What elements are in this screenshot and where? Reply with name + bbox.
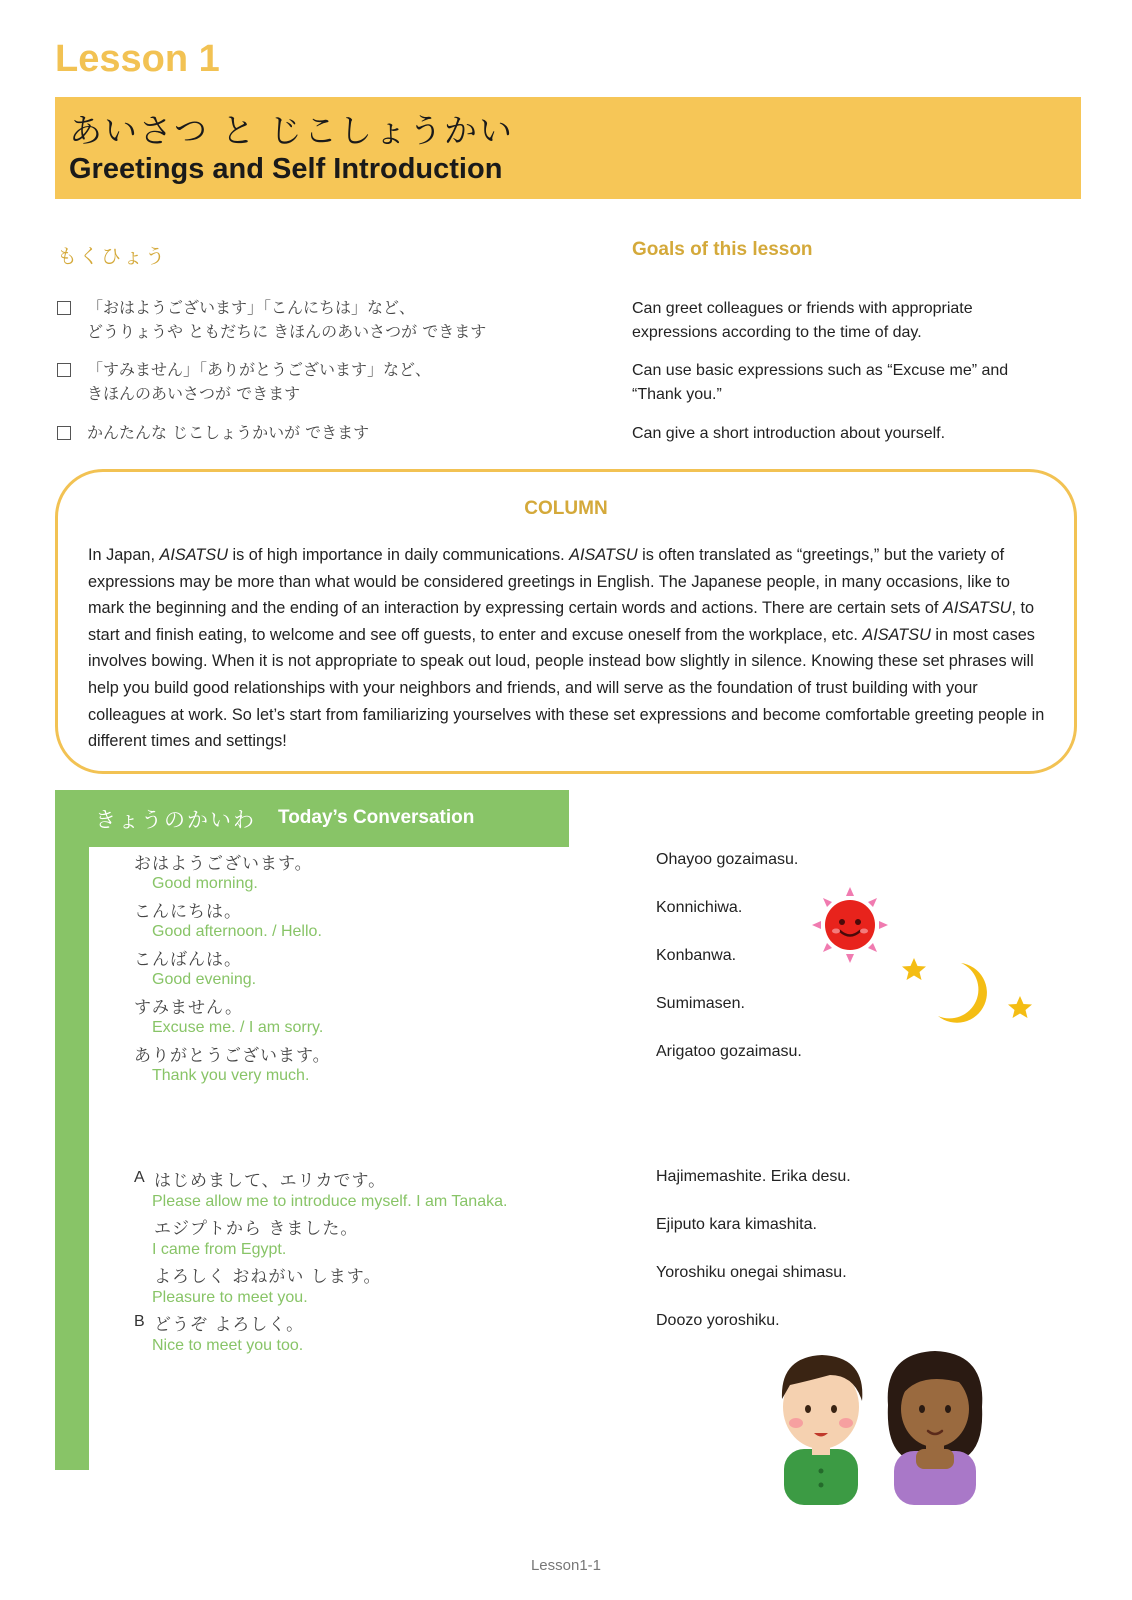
man-illustration bbox=[770, 1345, 880, 1505]
dialogue-romaji: Yoroshiku onegai shimasu. bbox=[656, 1264, 847, 1281]
lesson-label: Lesson 1 bbox=[55, 38, 220, 80]
column-box bbox=[55, 469, 1077, 774]
column-term: AISATSU bbox=[942, 599, 1012, 618]
conversation-heading-english: Today’s Conversation bbox=[278, 807, 475, 828]
checkbox-icon[interactable] bbox=[57, 301, 71, 315]
woman-illustration bbox=[880, 1345, 990, 1505]
column-text: is often translated as “greetings,” but the variety of expressions may be more than what would be considered greetings in English. The Japanese people, in many occasions, like to mark the beginning and the ending of an interaction by expressing certain words and actions. There are certain sets of bbox=[88, 546, 1010, 618]
sun-icon bbox=[810, 885, 890, 965]
column-text: in most cases involves bowing. When it is not appropriate to speak out loud, people instead bow slightly in silence. Knowing these set phrases will help you build good relationships with your neighbors and friends, and will serve as the foundation of trust building with your colleagues at work. So let’s start from familiarizing yourselves with these set expressions and become comfortable greeting people in different times and settings! bbox=[88, 625, 1045, 751]
goal-jp-line: 「すみません」「ありがとうございます」など、 bbox=[87, 360, 432, 379]
goal-jp-line: かんたんな じこしょうかいが できます bbox=[87, 423, 370, 442]
goal-item-english bbox=[632, 359, 1072, 407]
title-japanese: あいさつ と じこしょうかい bbox=[69, 111, 514, 150]
column-heading: COLUMN bbox=[524, 498, 608, 519]
goals-heading-english: Goals of this lesson bbox=[632, 239, 813, 260]
greeting-japanese: こんにちは。 bbox=[134, 902, 242, 922]
conversation-heading-japanese: きょうのかいわ bbox=[95, 808, 256, 832]
checkbox-icon[interactable] bbox=[57, 363, 71, 377]
checkbox-icon[interactable] bbox=[57, 426, 71, 440]
greeting-japanese: すみません。 bbox=[134, 998, 244, 1018]
page-footer: Lesson1-1 bbox=[530, 1557, 602, 1574]
goal-en-line: Can give a short introduction about yourself. bbox=[632, 425, 946, 442]
column-term: AISATSU bbox=[569, 546, 638, 564]
greeting-romaji: Arigatoo gozaimasu. bbox=[656, 1043, 802, 1060]
goal-en-line: Can greet colleagues or friends with appropriate bbox=[632, 300, 973, 317]
dialogue-japanese: エジプトから きました。 bbox=[154, 1219, 359, 1239]
title-english: Greetings and Self Introduction bbox=[69, 153, 503, 185]
goal-en-line: “Thank you.” bbox=[632, 386, 722, 403]
column-body bbox=[88, 542, 1048, 755]
goal-en-line: expressions according to the time of day. bbox=[632, 324, 922, 341]
conversation-header bbox=[55, 790, 569, 847]
greeting-romaji: Ohayoo gozaimasu. bbox=[656, 851, 799, 868]
greeting-romaji: Sumimasen. bbox=[656, 995, 745, 1012]
greeting-romaji: Konnichiwa. bbox=[656, 899, 743, 916]
dialogue-english: Please allow me to introduce myself. I am Tanaka. bbox=[152, 1193, 508, 1210]
greeting-english: Thank you very much. bbox=[152, 1067, 310, 1084]
greeting-romaji: Konbanwa. bbox=[656, 947, 737, 964]
greeting-japanese: おはようございます。 bbox=[134, 854, 313, 874]
column-term: AISATSU bbox=[862, 625, 931, 644]
column-text: is of high importance in daily communications. bbox=[227, 546, 570, 564]
goal-item-japanese bbox=[57, 296, 486, 344]
title-banner bbox=[55, 97, 1081, 199]
goal-jp-line: きほんのあいさつが できます bbox=[87, 384, 301, 403]
dialogue-english: Pleasure to meet you. bbox=[152, 1289, 308, 1306]
greeting-japanese: ありがとうございます。 bbox=[134, 1046, 331, 1066]
column-text: , to start and finish eating, to welcome and see off guests, to enter and excuse oneself from the workplace, etc. bbox=[88, 599, 1035, 644]
goal-item-english bbox=[632, 297, 1072, 345]
greeting-english: Good evening. bbox=[152, 971, 257, 988]
goal-jp-line: どうりょうや ともだちに きほんのあいさつが できます bbox=[87, 322, 487, 341]
dialogue-romaji: Ejiputo kara kimashita. bbox=[656, 1216, 817, 1233]
speaker-label: A bbox=[134, 1169, 145, 1186]
greeting-english: Excuse me. / I am sorry. bbox=[152, 1019, 324, 1036]
dialogue-romaji: Hajimemashite. Erika desu. bbox=[656, 1168, 851, 1185]
dialogue-english: Nice to meet you too. bbox=[152, 1337, 304, 1354]
dialogue-japanese: よろしく おねがい します。 bbox=[154, 1267, 382, 1287]
greeting-english: Good afternoon. / Hello. bbox=[152, 923, 322, 940]
greeting-english: Good morning. bbox=[152, 875, 258, 892]
goal-jp-line: 「おはようございます」「こんにちは」など、 bbox=[87, 298, 416, 317]
dialogue-english: I came from Egypt. bbox=[152, 1241, 287, 1258]
goals-heading-japanese: もくひょう bbox=[57, 244, 167, 268]
moon-and-stars-icon bbox=[900, 958, 1040, 1028]
goal-en-line: Can use basic expressions such as “Excuse me” and bbox=[632, 362, 1009, 379]
goal-item-japanese bbox=[57, 421, 369, 445]
goal-item-english bbox=[632, 422, 1072, 446]
column-text: In Japan, bbox=[88, 546, 160, 564]
speaker-label: B bbox=[134, 1313, 145, 1330]
conversation-side-bar bbox=[55, 847, 89, 1470]
dialogue-romaji: Doozo yoroshiku. bbox=[656, 1312, 780, 1329]
column-term: AISATSU bbox=[159, 546, 228, 564]
dialogue-japanese: どうぞ よろしく。 bbox=[154, 1315, 305, 1335]
greeting-japanese: こんばんは。 bbox=[134, 950, 242, 970]
dialogue-japanese: はじめまして、エリカです。 bbox=[154, 1171, 387, 1191]
goal-item-japanese bbox=[57, 358, 431, 406]
